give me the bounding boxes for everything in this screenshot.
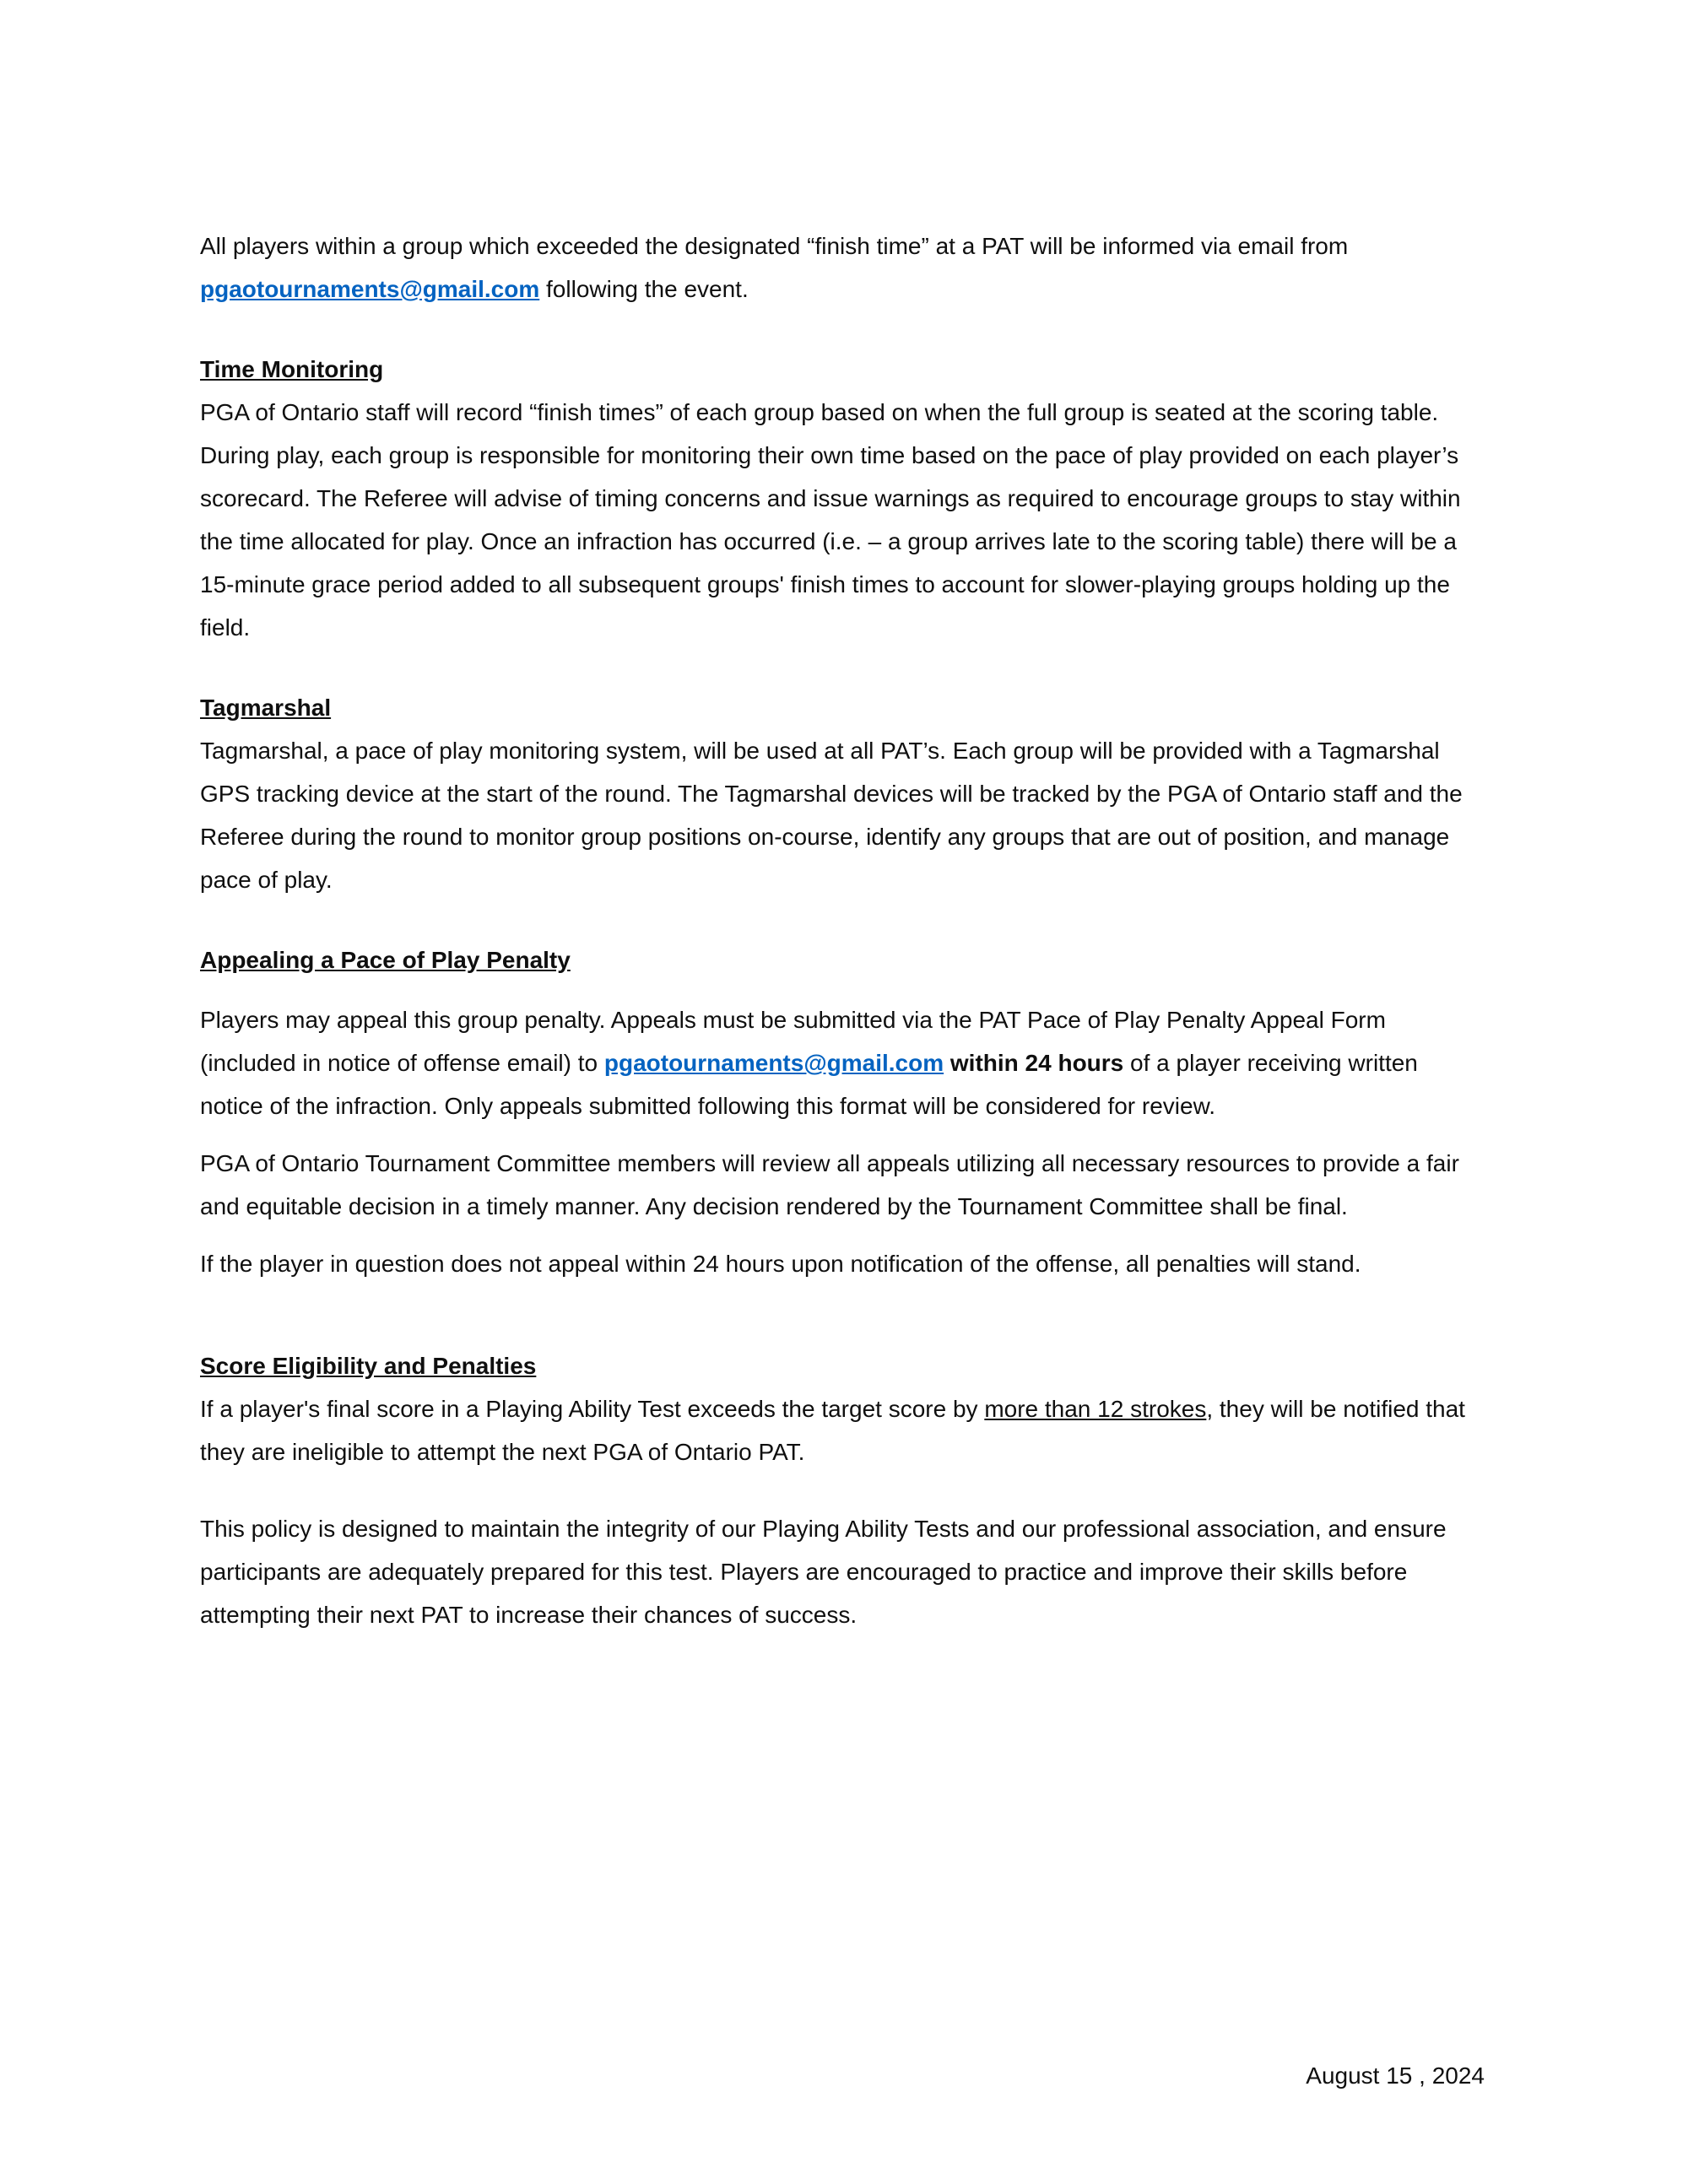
score-text-after-underline: , they will be notified that they are ineligible to attempt the next PGA of Ontario PAT. [200,1396,1465,1465]
time-monitoring-paragraph: PGA of Ontario staff will record “finish times” of each group based on when the full group is seated at the scoring table. During play, each group is responsible for monitoring their own time based on the pace of play provided on each player’s scorecard. The Referee will advise of timing concerns and issue warnings as required to encourage groups to stay within the time allocated for play. Once an infraction has occurred (i.e. – a group arrives late to the scoring table) there will be a 15-minute grace period added to all subsequent groups' finish times to account for slower-playing groups holding up the field. [200,399,1461,641]
heading-time-monitoring: Time Monitoring [200,356,384,382]
score-paragraph-2: This policy is designed to maintain the integrity of our Playing Ability Tests and our professional association, and ensure participants are adequately prepared for this test. Players are encouraged to practice and improve their skills before attempting their next PAT to increase their chances of success. [200,1516,1447,1628]
appeal-text-after-link: of a player receiving written notice of the infraction. Only appeals submitted following this format will be considered for review. [200,1050,1418,1119]
intro-text-after-link: following the event. [539,276,749,302]
appeal-paragraph-3: If the player in question does not appeal within 24 hours upon notification of the offense, all penalties will stand. [200,1251,1361,1277]
tagmarshal-paragraph: Tagmarshal, a pace of play monitoring system, will be used at all PAT’s. Each group will be provided with a Tagmarshal GPS tracking device at the start of the round. The Tagmarshal devices will be tracked by the PGA of Ontario staff and the Referee during the round to monitor group positions on-course, identify any groups that are out of position, and manage pace of play. [200,738,1463,893]
footer-date: August 15 , 2024 [1306,2062,1485,2089]
heading-score-eligibility: Score Eligibility and Penalties [200,1353,537,1379]
section-appealing-penalty [200,938,1485,1285]
intro-paragraph [200,224,1485,311]
email-link[interactable]: pgaotournaments@gmail.com [603,1050,944,1076]
appeal-paragraph-2: PGA of Ontario Tournament Committee members will review all appeals utilizing all necessary resources to provide a fair and equitable decision in a timely manner. Any decision rendered by the Tournament Committee shall be final. [200,1150,1459,1219]
email-link[interactable]: pgaotournaments@gmail.com [200,276,540,302]
document-body [200,224,1485,1636]
appeal-paragraph-1 [200,998,1485,1127]
appeal-deadline-bold-text: within 24 hours [944,1050,1124,1076]
section-score-eligibility [200,1344,1485,1636]
score-text-before-underline: If a player's final score in a Playing Ability Test exceeds the target score by [200,1396,985,1422]
heading-tagmarshal: Tagmarshal [200,695,332,721]
intro-text-before-link: All players within a group which exceeded the designated “finish time” at a PAT will be informed via email from [200,233,1349,259]
section-tagmarshal [200,686,1485,901]
appeal-text-before-link: Players may appeal this group penalty. Appeals must be submitted via the PAT Pace of Play Penalty Appeal Form (included in notice of offense email) to [200,1007,1386,1076]
section-time-monitoring [200,348,1485,649]
score-paragraph-1 [200,1387,1485,1473]
heading-appealing-penalty: Appealing a Pace of Play Penalty [200,947,571,973]
score-threshold-underlined-text: more than 12 strokes [984,1396,1207,1422]
